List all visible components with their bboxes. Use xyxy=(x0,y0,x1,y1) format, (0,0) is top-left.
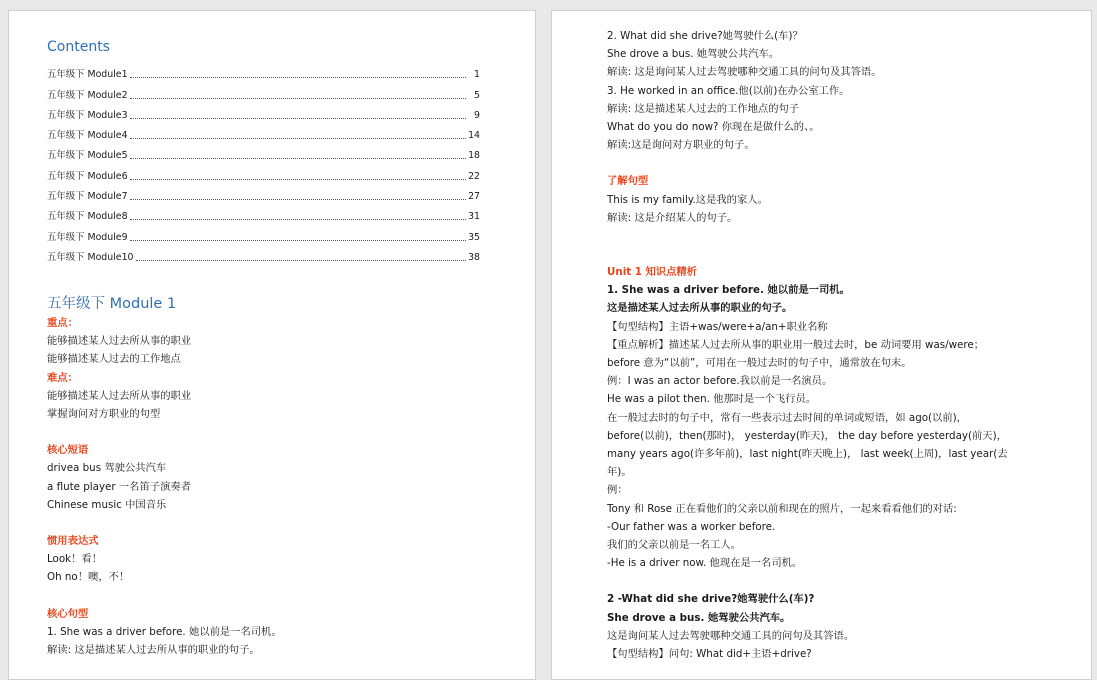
toc-entry-label: 五年级下 Module8 xyxy=(47,211,128,223)
toc-entry[interactable] xyxy=(47,61,480,81)
toc-page-number: 1 xyxy=(474,69,480,81)
module-heading: 五年级下 Module 1 xyxy=(47,296,177,312)
toc-entry-label: 五年级下 Module4 xyxy=(47,130,128,142)
bold-sentence-line: 1. She was a driver before. 她以前是一司机。 xyxy=(607,284,850,297)
time-words-line: 在一般过去时的句子中，常有一些表示过去时间的单词或短语，如 ago(以前)， xyxy=(607,411,967,424)
toc-entry-label: 五年级下 Module7 xyxy=(47,191,128,203)
unit-heading: Unit 1 知识点精析 xyxy=(607,266,697,279)
toc-entry[interactable] xyxy=(47,162,480,182)
toc-entry[interactable] xyxy=(47,223,480,243)
core-sentences-heading: 核心句型 xyxy=(47,607,89,620)
toc-entry-label: 五年级下 Module10 xyxy=(47,251,134,263)
sentence-line: This is my family.这是我的家人。 xyxy=(607,193,768,206)
dialog-line: -He is a driver now. 他现在是一名司机。 xyxy=(607,557,803,570)
module-content xyxy=(47,314,507,659)
document-page-left xyxy=(8,10,536,680)
contents-title: Contents xyxy=(47,39,110,55)
sentence-line: 解读:这是询问对方职业的句子。 xyxy=(607,139,755,152)
document-page-right xyxy=(551,10,1092,680)
analysis-line: before 意为“以前”，可用在一般过去时的句子中，通常放在句末。 xyxy=(607,357,912,370)
toc-page-number: 14 xyxy=(468,130,480,142)
toc-entry[interactable] xyxy=(47,203,480,223)
toc-entry[interactable] xyxy=(47,142,480,162)
table-of-contents xyxy=(47,61,480,264)
analysis-line: 【重点解析】描述某人过去所从事的职业用一般过去时，be 动词要用 was/were； xyxy=(607,338,984,351)
toc-entry-label: 五年级下 Module2 xyxy=(47,89,128,101)
bold-sentence-line: 2 -What did she drive?她驾驶什么(车)? xyxy=(607,593,815,606)
sentence-line: What do you do now? 你现在是做什么的、。 xyxy=(607,121,820,134)
toc-leader-dots xyxy=(130,138,466,139)
toc-page-number: 35 xyxy=(468,231,480,243)
toc-entry[interactable] xyxy=(47,183,480,203)
sentence-line: She drove a bus. 她驾驶公共汽车。 xyxy=(607,48,780,61)
toc-leader-dots xyxy=(130,118,466,119)
difficult-point-line: 掌握询问对方职业的句型 xyxy=(47,408,161,421)
key-point-line: 能够描述某人过去的工作地点 xyxy=(47,353,181,366)
page-content xyxy=(607,27,1047,663)
expressions-heading: 惯用表达式 xyxy=(47,535,99,548)
sentence-line: 这是询问某人过去驾驶哪种交通工具的问句及其答语。 xyxy=(607,629,855,642)
time-words-line: before(以前)，then(那时)， yesterday(昨天)， the day before yesterday(前天)， xyxy=(607,429,1007,442)
sentence-line: 1. She was a driver before. 她以前是一名司机。 xyxy=(47,625,282,638)
toc-leader-dots xyxy=(130,98,466,99)
toc-leader-dots xyxy=(130,240,466,241)
expression-line: Oh no！噢，不！ xyxy=(47,571,130,584)
structure-line: 【句型结构】主语+was/were+a/an+职业名称 xyxy=(607,320,828,333)
toc-leader-dots xyxy=(130,158,466,159)
toc-page-number: 9 xyxy=(474,109,480,121)
toc-entry[interactable] xyxy=(47,102,480,122)
toc-entry[interactable] xyxy=(47,244,480,264)
key-point-line: 能够描述某人过去所从事的职业 xyxy=(47,335,192,348)
phrase-line: a flute player 一名笛子演奏者 xyxy=(47,480,191,493)
toc-leader-dots xyxy=(130,77,466,78)
toc-entry-label: 五年级下 Module6 xyxy=(47,170,128,182)
toc-entry[interactable] xyxy=(47,122,480,142)
dialog-line: -Our father was a worker before. xyxy=(607,520,776,533)
toc-entry-label: 五年级下 Module1 xyxy=(47,69,128,81)
toc-leader-dots xyxy=(136,260,467,261)
difficult-point-line: 能够描述某人过去所从事的职业 xyxy=(47,389,192,402)
toc-entry-label: 五年级下 Module3 xyxy=(47,109,128,121)
toc-page-number: 38 xyxy=(468,251,480,263)
example-line: 例：I was an actor before.我以前是一名演员。 xyxy=(607,375,833,388)
toc-page-number: 27 xyxy=(468,191,480,203)
toc-leader-dots xyxy=(130,199,466,200)
time-words-line: many years ago(许多年前)，last night(昨天晚上)， last week(上周)，last year(去 xyxy=(607,448,1008,461)
sentence-line: 解读: 这是介绍某人的句子。 xyxy=(607,211,738,224)
bold-sentence-line: She drove a bus. 她驾驶公共汽车。 xyxy=(607,611,791,624)
structure-line: 【句型结构】问句: What did+主语+drive? xyxy=(607,648,812,661)
toc-leader-dots xyxy=(130,179,466,180)
example-line: He was a pilot then. 他那时是一个飞行员。 xyxy=(607,393,817,406)
toc-leader-dots xyxy=(130,219,466,220)
toc-page-number: 22 xyxy=(468,170,480,182)
example-heading: 例： xyxy=(607,484,628,497)
dialog-line: 我们的父亲以前是一名工人。 xyxy=(607,539,741,552)
toc-page-number: 18 xyxy=(468,150,480,162)
sentence-line: 2. What did she drive?她驾驶什么(车)？ xyxy=(607,30,803,42)
key-points-heading: 重点： xyxy=(47,317,78,329)
sentence-line: 解读: 这是描述某人过去所从事的职业的句子。 xyxy=(47,644,260,657)
dialog-line: Tony 和 Rose 正在看他们的父亲以前和现在的照片，一起来看看他们的对话: xyxy=(607,502,957,515)
phrase-line: drivea bus 驾驶公共汽车 xyxy=(47,462,167,475)
sentence-line: 3. He worked in an office.他(以前)在办公室工作。 xyxy=(607,84,850,97)
phrase-line: Chinese music 中国音乐 xyxy=(47,498,167,511)
core-phrases-heading: 核心短语 xyxy=(47,444,89,457)
time-words-line: 年)。 xyxy=(607,466,632,479)
toc-entry[interactable] xyxy=(47,81,480,101)
sentence-line: 解读: 这是询问某人过去驾驶哪种交通工具的问句及其答语。 xyxy=(607,66,882,79)
toc-entry-label: 五年级下 Module5 xyxy=(47,150,128,162)
bold-sentence-line: 这是描述某人过去所从事的职业的句子。 xyxy=(607,302,793,315)
sentence-line: 解读: 这是描述某人过去的工作地点的句子 xyxy=(607,102,800,115)
toc-page-number: 5 xyxy=(474,89,480,101)
toc-page-number: 31 xyxy=(468,211,480,223)
difficult-points-heading: 难点： xyxy=(47,371,78,384)
expression-line: Look！看！ xyxy=(47,553,103,566)
understand-sentences-heading: 了解句型 xyxy=(607,175,649,188)
toc-entry-label: 五年级下 Module9 xyxy=(47,231,128,243)
